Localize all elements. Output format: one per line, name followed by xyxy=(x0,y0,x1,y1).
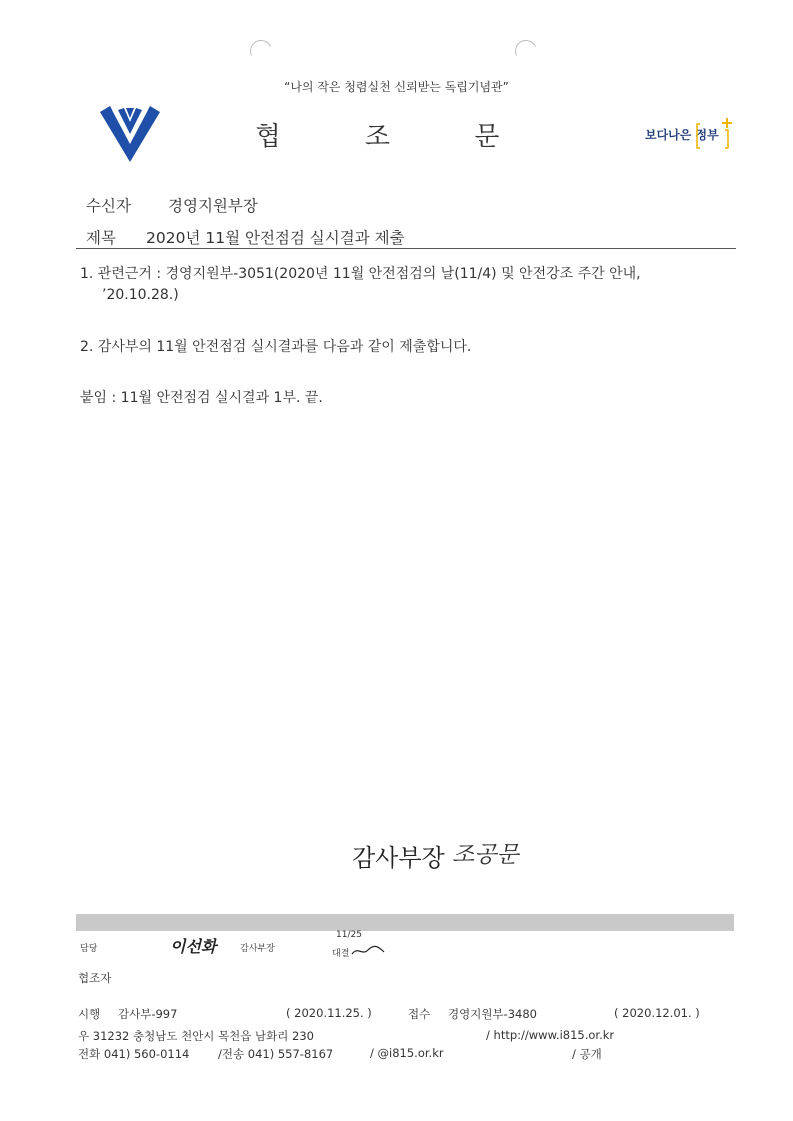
sender-title: 감사부장 xyxy=(352,844,445,872)
receipt-label: 접수 xyxy=(408,1007,431,1021)
postal-address: 우 31232 충청남도 천안시 목천읍 남화리 230 xyxy=(78,1029,314,1043)
receipt-number: 경영지원부-3480 xyxy=(448,1007,537,1021)
subject-value: 2020년 11월 안전점검 실시결과 제출 xyxy=(146,229,405,247)
recipient-value: 경영지원부장 xyxy=(168,197,258,215)
phone-number: 전화 041) 560-0114 xyxy=(78,1047,190,1061)
brand-text: 보다나은 정부 xyxy=(645,128,719,142)
receipt-date: ( 2020.12.01. ) xyxy=(614,1006,700,1020)
document-title: 협 조 문 xyxy=(255,122,538,152)
approver-signature-mark xyxy=(350,944,386,958)
subject-label: 제목 xyxy=(86,229,116,247)
plus-icon xyxy=(645,116,737,156)
attachment-note: 붙임 : 11월 안전점검 실시결과 1부. 끝. xyxy=(80,390,323,406)
fax-number: /전송 041) 557-8167 xyxy=(218,1047,334,1061)
approve-date: 11/25 xyxy=(336,930,362,940)
punch-hole-right xyxy=(512,37,540,65)
execution-number: 감사부-997 xyxy=(118,1007,178,1021)
sender-signature: 조공문 xyxy=(452,842,519,868)
manager-label: 담당 xyxy=(80,944,98,954)
recipient-label: 수신자 xyxy=(86,197,131,215)
manager-signature: 이선화 xyxy=(170,937,217,956)
slogan: “나의 작은 청렴실천 신뢰받는 독립기념관” xyxy=(284,80,509,94)
header-divider xyxy=(76,248,736,249)
item-1-line-1: 1. 관련근거 : 경영지원부-3051(2020년 11월 안전점검의 날(11/4) 및 안전강조 주간 안내, xyxy=(80,266,641,282)
execution-date: ( 2020.11.25. ) xyxy=(286,1006,372,1020)
execution-label: 시행 xyxy=(78,1007,101,1021)
footer-bar xyxy=(76,914,734,931)
item-1-line-2: ’20.10.28.) xyxy=(102,287,179,303)
approver-title: 감사부장 xyxy=(240,944,275,954)
punch-hole-left xyxy=(247,37,275,65)
website-url: / http://www.i815.or.kr xyxy=(486,1028,615,1042)
cooperator-label: 협조자 xyxy=(78,971,112,985)
government-brand-logo xyxy=(645,116,737,156)
disclosure-status: / 공개 xyxy=(572,1047,602,1061)
approve-label: 대결 xyxy=(332,949,350,959)
item-2: 2. 감사부의 11월 안전점검 실시결과를 다음과 같이 제출합니다. xyxy=(80,339,472,355)
email-address: / @i815.or.kr xyxy=(370,1046,444,1060)
